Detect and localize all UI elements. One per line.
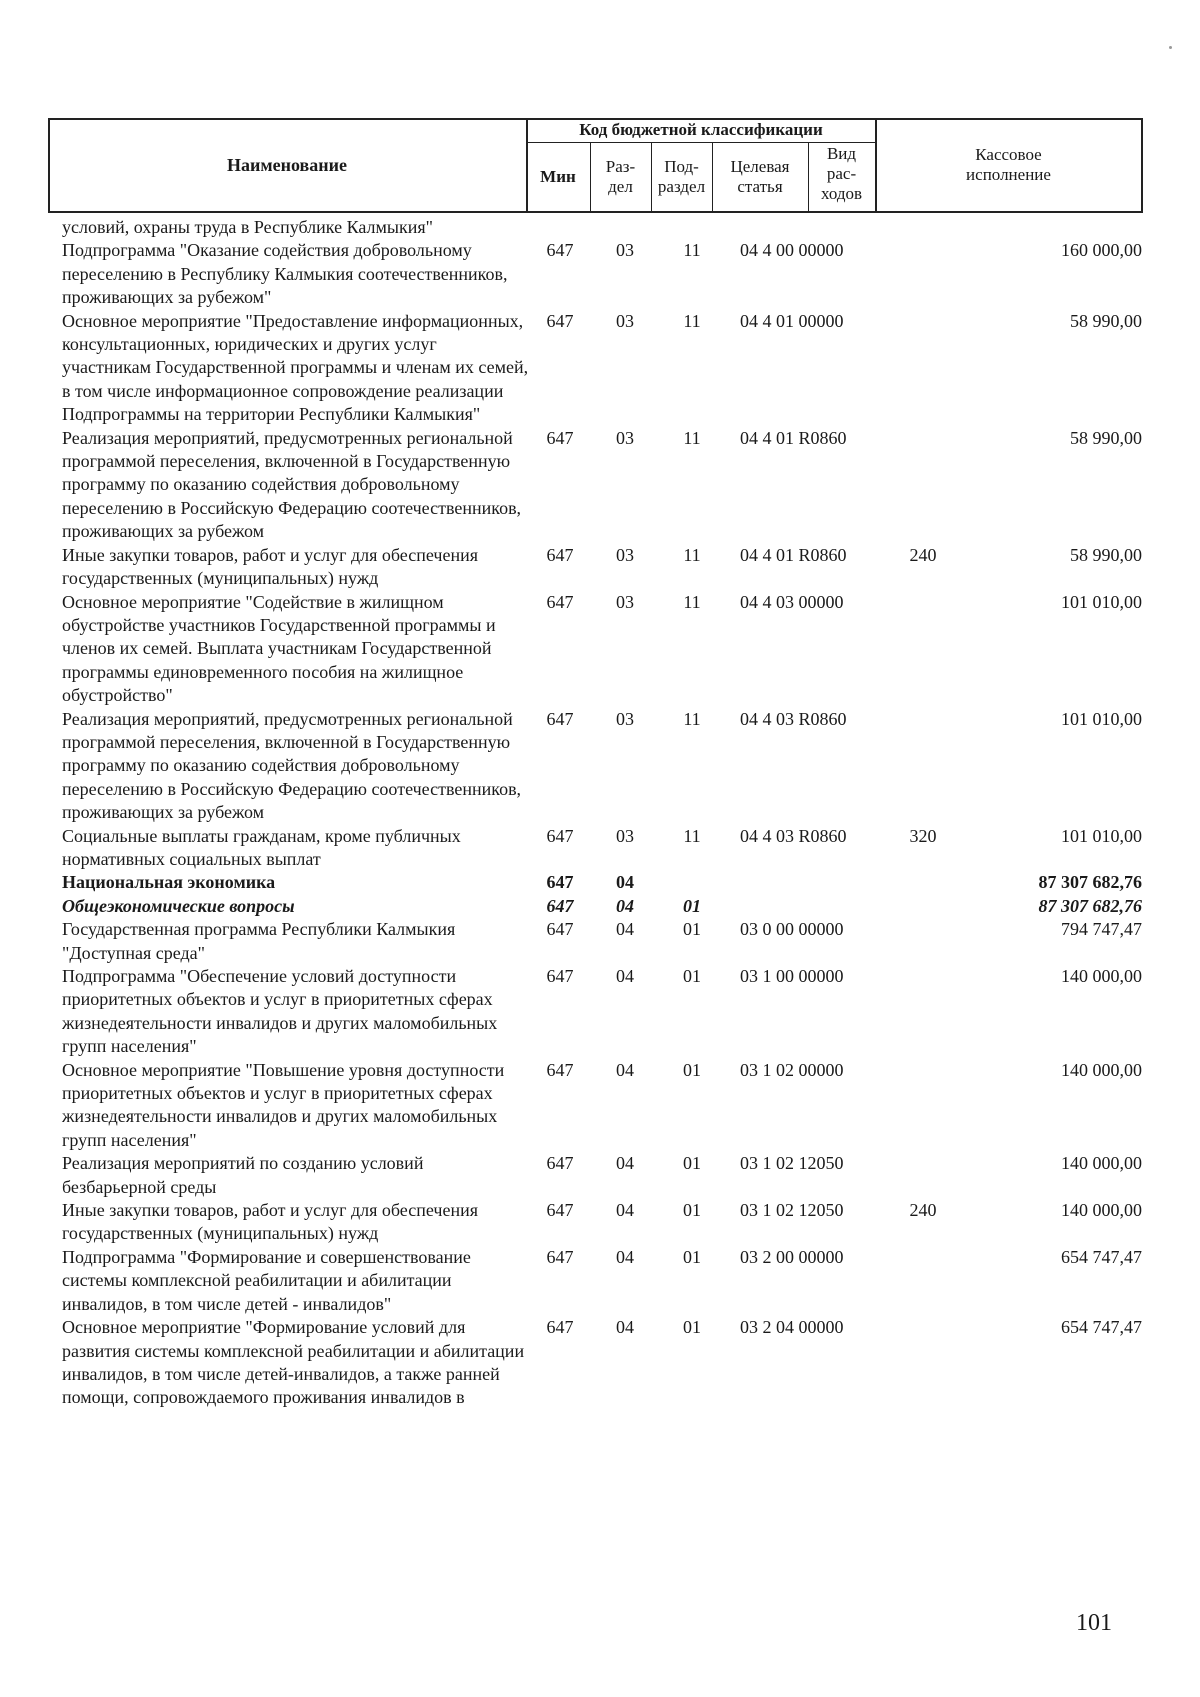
row-name: Социальные выплаты гражданам, кроме публичных нормативных социальных выплат	[62, 825, 461, 869]
row-cash-execution: 87 307 682,76	[1038, 895, 1142, 916]
row-podrazdel: 11	[683, 708, 701, 729]
header-min: Мин	[540, 167, 576, 186]
row-expense-type: 240	[909, 544, 937, 565]
header-celevaya: Целевая статья	[730, 157, 790, 196]
row-cash-execution: 58 990,00	[1070, 310, 1142, 331]
row-cash-execution: 794 747,47	[1061, 919, 1142, 940]
row-razdel: 03	[616, 544, 634, 565]
row-razdel: 04	[616, 966, 634, 986]
row-name: Основное мероприятие "Формирование условий для развития системы комплексной реабилитации и абилитации инвалидов, в том числе детей-инвалидов, а также ранней помощи, сопровождаемого проживания инвалидов в	[62, 1317, 525, 1408]
table-row	[0, 1316, 1200, 1410]
table-row	[0, 544, 1200, 591]
row-razdel: 04	[616, 1153, 634, 1174]
row-target-article: 03 1 02 12050	[740, 1153, 844, 1174]
row-podrazdel: 01	[683, 895, 701, 916]
row-razdel: 04	[616, 1246, 634, 1267]
row-cash-execution: 654 747,47	[1061, 1317, 1142, 1338]
row-cash-execution: 140 000,00	[1061, 966, 1142, 986]
row-name: Общеэкономические вопросы	[62, 895, 295, 916]
row-razdel: 03	[616, 708, 634, 729]
row-cash-execution: 140 000,00	[1061, 1153, 1142, 1174]
row-podrazdel: 01	[683, 1200, 701, 1221]
scan-speck	[1169, 46, 1172, 49]
row-target-article: 04 4 01 R0860	[740, 544, 847, 565]
row-target-article: 04 4 01 R0860	[740, 427, 847, 448]
row-cash-execution: 101 010,00	[1061, 591, 1142, 612]
row-podrazdel: 01	[683, 1153, 701, 1174]
row-cash-execution: 140 000,00	[1061, 1200, 1142, 1221]
row-name: Подпрограмма "Обеспечение условий доступности приоритетных объектов и услуг в приоритетных сферах жизнедеятельности инвалидов и других маломобильных групп населения"	[62, 966, 498, 1057]
row-name: Подпрограмма "Формирование и совершенствование системы комплексной реабилитации и абилитации инвалидов, в том числе детей - инвалидов"	[62, 1246, 471, 1314]
row-cash-execution: 87 307 682,76	[1038, 872, 1142, 893]
row-podrazdel: 11	[683, 240, 701, 261]
table-row	[0, 1152, 1200, 1199]
row-expense-type: 320	[909, 825, 937, 846]
header-name: Наименование	[227, 155, 347, 175]
table-row	[0, 825, 1200, 872]
table-row	[0, 239, 1200, 309]
row-name: Реализация мероприятий, предусмотренных региональной программой переселения, включенной в Государственную программу по оказанию содействия добровольному переселению в Российскую Федерацию соотечественников, проживающих за рубежом	[62, 708, 522, 823]
row-razdel: 04	[616, 919, 634, 940]
table-row	[0, 216, 1200, 239]
row-cash-execution: 101 010,00	[1061, 825, 1142, 846]
row-min: 647	[546, 825, 574, 846]
row-razdel: 04	[616, 872, 634, 893]
row-podrazdel: 11	[683, 544, 701, 565]
row-min: 647	[546, 310, 574, 331]
header-kassa: Кассовое исполнение	[966, 145, 1051, 184]
row-podrazdel: 11	[683, 825, 701, 846]
header-razdel: Раз- дел	[605, 157, 636, 196]
table-row	[0, 871, 1200, 894]
row-razdel: 04	[616, 895, 634, 916]
row-podrazdel: 11	[683, 427, 701, 448]
table-row	[0, 1199, 1200, 1246]
row-target-article: 03 0 00 00000	[740, 919, 844, 940]
row-name: Основное мероприятие "Содействие в жилищном обустройстве участников Государственной программы и членов их семей. Выплата участникам Государственной программы единовременного пособия на жилищное обустройство"	[62, 591, 496, 706]
row-name: Национальная экономика	[62, 872, 276, 893]
row-razdel: 04	[616, 1317, 634, 1338]
row-podrazdel: 11	[683, 591, 701, 612]
row-name: Реализация мероприятий, предусмотренных региональной программой переселения, включенной в Государственную программу по оказанию содействия добровольному переселению в Российскую Федерацию соотечественников, проживающих за рубежом	[62, 427, 522, 542]
row-podrazdel: 01	[683, 1246, 701, 1267]
row-razdel: 03	[616, 310, 634, 331]
row-razdel: 03	[616, 240, 634, 261]
row-min: 647	[546, 1153, 574, 1174]
row-target-article: 04 4 03 R0860	[740, 825, 847, 846]
row-min: 647	[546, 966, 574, 986]
row-razdel: 03	[616, 591, 634, 612]
table-row	[0, 591, 1200, 708]
row-min: 647	[546, 919, 574, 940]
table-row	[0, 1246, 1200, 1316]
row-name: Иные закупки товаров, работ и услуг для обеспечения государственных (муниципальных) нужд	[62, 1200, 478, 1244]
row-name: условий, охраны труда в Республике Калмыкия"	[62, 217, 433, 237]
table-row	[0, 708, 1200, 825]
row-name: Реализация мероприятий по созданию условий безбарьерной среды	[62, 1153, 424, 1197]
row-target-article: 03 1 00 00000	[740, 966, 844, 986]
row-cash-execution: 160 000,00	[1061, 240, 1142, 261]
row-expense-type: 240	[909, 1200, 937, 1221]
row-razdel: 03	[616, 427, 634, 448]
row-cash-execution: 140 000,00	[1061, 1059, 1142, 1080]
row-podrazdel: 01	[683, 1317, 701, 1338]
row-cash-execution: 58 990,00	[1070, 427, 1142, 448]
page-number: 101	[1076, 1610, 1112, 1636]
row-target-article: 03 2 04 00000	[740, 1317, 844, 1338]
row-target-article: 03 1 02 00000	[740, 1059, 844, 1080]
row-min: 647	[546, 708, 574, 729]
table-row	[0, 918, 1200, 965]
row-min: 647	[546, 427, 574, 448]
row-name: Государственная программа Республики Калмыкия "Доступная среда"	[62, 919, 456, 963]
row-min: 647	[546, 872, 574, 893]
row-name: Основное мероприятие "Повышение уровня доступности приоритетных объектов и услуг в приоритетных сферах жизнедеятельности инвалидов и других маломобильных групп населения"	[62, 1059, 505, 1150]
table-row	[0, 895, 1200, 918]
row-razdel: 04	[616, 1200, 634, 1221]
table-row	[0, 310, 1200, 427]
table-row	[0, 965, 1200, 1059]
row-min: 647	[546, 240, 574, 261]
row-target-article: 03 2 00 00000	[740, 1246, 844, 1267]
row-name: Иные закупки товаров, работ и услуг для обеспечения государственных (муниципальных) нужд	[62, 544, 478, 589]
row-cash-execution: 654 747,47	[1061, 1246, 1142, 1267]
table-body	[0, 216, 1200, 1410]
row-target-article: 04 4 03 00000	[740, 591, 844, 612]
header-vid: Вид рас- ходов	[820, 144, 863, 203]
row-razdel: 03	[616, 825, 634, 846]
row-podrazdel: 01	[683, 1059, 701, 1080]
row-cash-execution: 101 010,00	[1061, 708, 1142, 729]
row-podrazdel: 11	[683, 310, 701, 331]
row-name: Подпрограмма "Оказание содействия добровольному переселению в Республику Калмыкия соотечественников, проживающих за рубежом"	[62, 240, 508, 308]
row-podrazdel: 01	[683, 919, 701, 940]
table-header	[48, 118, 1143, 213]
row-podrazdel: 01	[683, 966, 701, 986]
header-code-group: Код бюджетной классификации	[579, 120, 823, 139]
table-row	[0, 1059, 1200, 1153]
row-min: 647	[546, 1317, 574, 1338]
header-podrazdel: Под- раздел	[657, 157, 706, 196]
row-target-article: 03 1 02 12050	[740, 1200, 844, 1221]
row-target-article: 04 4 03 R0860	[740, 708, 847, 729]
row-razdel: 04	[616, 1059, 634, 1080]
row-cash-execution: 58 990,00	[1070, 544, 1142, 565]
row-min: 647	[546, 1246, 574, 1267]
table-row	[0, 427, 1200, 544]
row-target-article: 04 4 00 00000	[740, 240, 844, 261]
row-min: 647	[546, 895, 574, 916]
row-name: Основное мероприятие "Предоставление информационных, консультационных, юридических и других услуг участникам Государственной программы и членам их семей, в том числе информационное сопровождение реализации Подпрограммы на территории Республики Калмыкия"	[62, 310, 529, 425]
row-min: 647	[546, 544, 574, 565]
row-min: 647	[546, 591, 574, 612]
row-target-article: 04 4 01 00000	[740, 310, 844, 331]
row-min: 647	[546, 1059, 574, 1080]
row-min: 647	[546, 1200, 574, 1221]
